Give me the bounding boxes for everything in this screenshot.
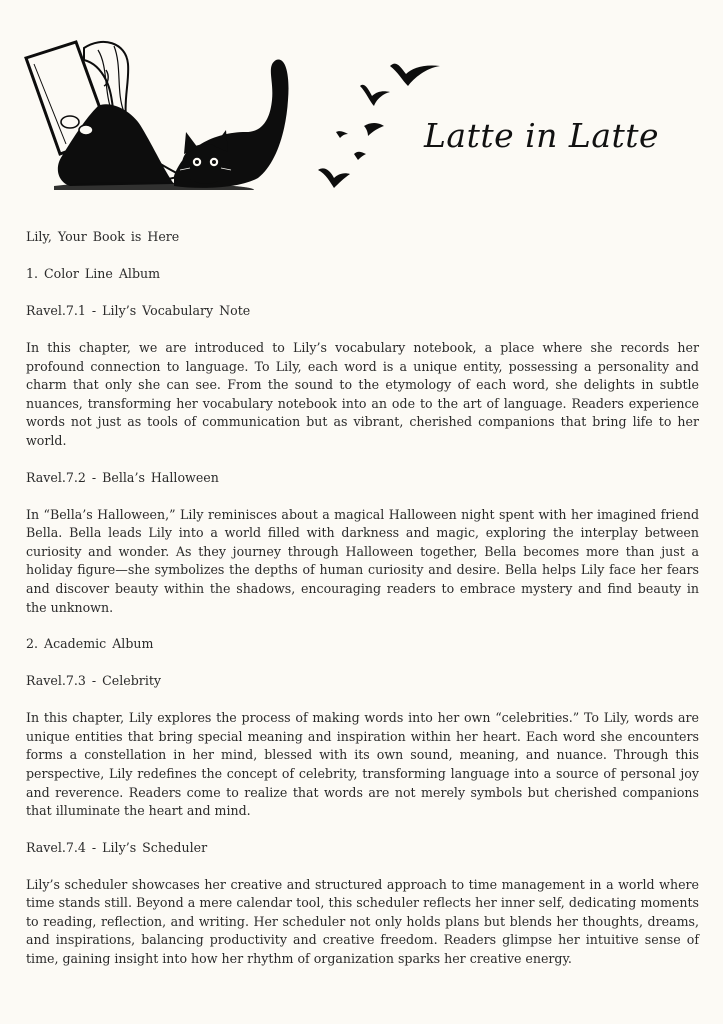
chapter-body: In this chapter, we are introduced to Lily’s vocabulary notebook, a place where she records her profound connection to language. To Lily, each word is a unique entity, possessing a personality and charm that only she can see. From the sound to the etymology of each word, she delights in subtle nuances, transforming her vocabulary notebook into an ode to the art of language. Readers experience words not just as tools of communication but as vibrant, cherished companions that bring life to her world. xyxy=(26,340,699,448)
chapter-body: In this chapter, Lily explores the process of making words into her own “celebrities.” To Lily, words are unique entities that bring special meaning and inspiration within her heart. Each word she encounters forms a constellation in her mind, blessed with its own sound, meaning, and nuance. Through this perspective, Lily redefines the concept of celebrity, transforming language into a source of personal joy and reverence. Readers come to realize that words are not merely symbols but cherished companions that illuminate the heart and mind. xyxy=(26,710,699,819)
album-title: 2. Academic Album xyxy=(26,636,154,652)
black-cat-illustration xyxy=(174,59,289,187)
chapter-body: Lily’s scheduler showcases her creative and structured approach to time management in a world where time stands still. Beyond a mere calendar tool, this scheduler reflects her inner self, dedicating moments to reading, reflection, and writing. Her scheduler not only holds plans but blends her thoughts, dreams, and inspirations, balancing productivity and creative freedom. Readers glimpse her intuitive sense of time, gaining insight into how her rhythm of organization sparks her creative energy. xyxy=(26,876,699,967)
document-body xyxy=(26,228,699,969)
album-title: 1. Color Line Album xyxy=(26,266,161,281)
page-header xyxy=(0,0,723,200)
brand-title: Latte in Latte xyxy=(424,116,660,155)
chapter-title: Ravel.7.1 - Lily’s Vocabulary Note xyxy=(26,303,251,318)
flying-birds-illustration xyxy=(318,64,440,188)
chapter-title: Ravel.7.4 - Lily’s Scheduler xyxy=(26,839,208,855)
header-illustration xyxy=(14,36,474,196)
document-heading: Lily, Your Book is Here xyxy=(26,229,180,244)
chapter-title: Ravel.7.2 - Bella’s Halloween xyxy=(26,469,219,485)
chapter-body: In “Bella’s Halloween,” Lily reminisces about a magical Halloween night spent with her imagined friend Bella. Bella leads Lily into a world filled with darkness and magic, exploring the interplay between curiosity and wonder. As they journey through Halloween together, Bella becomes more than just a holiday figure—she symbolizes the depths of human curiosity and desire. Bella helps Lily face her fears and discover beauty within the shadows, encouraging readers to embrace mystery and find beauty in the unknown. xyxy=(26,506,699,615)
chapter-title: Ravel.7.3 - Celebrity xyxy=(26,673,162,689)
